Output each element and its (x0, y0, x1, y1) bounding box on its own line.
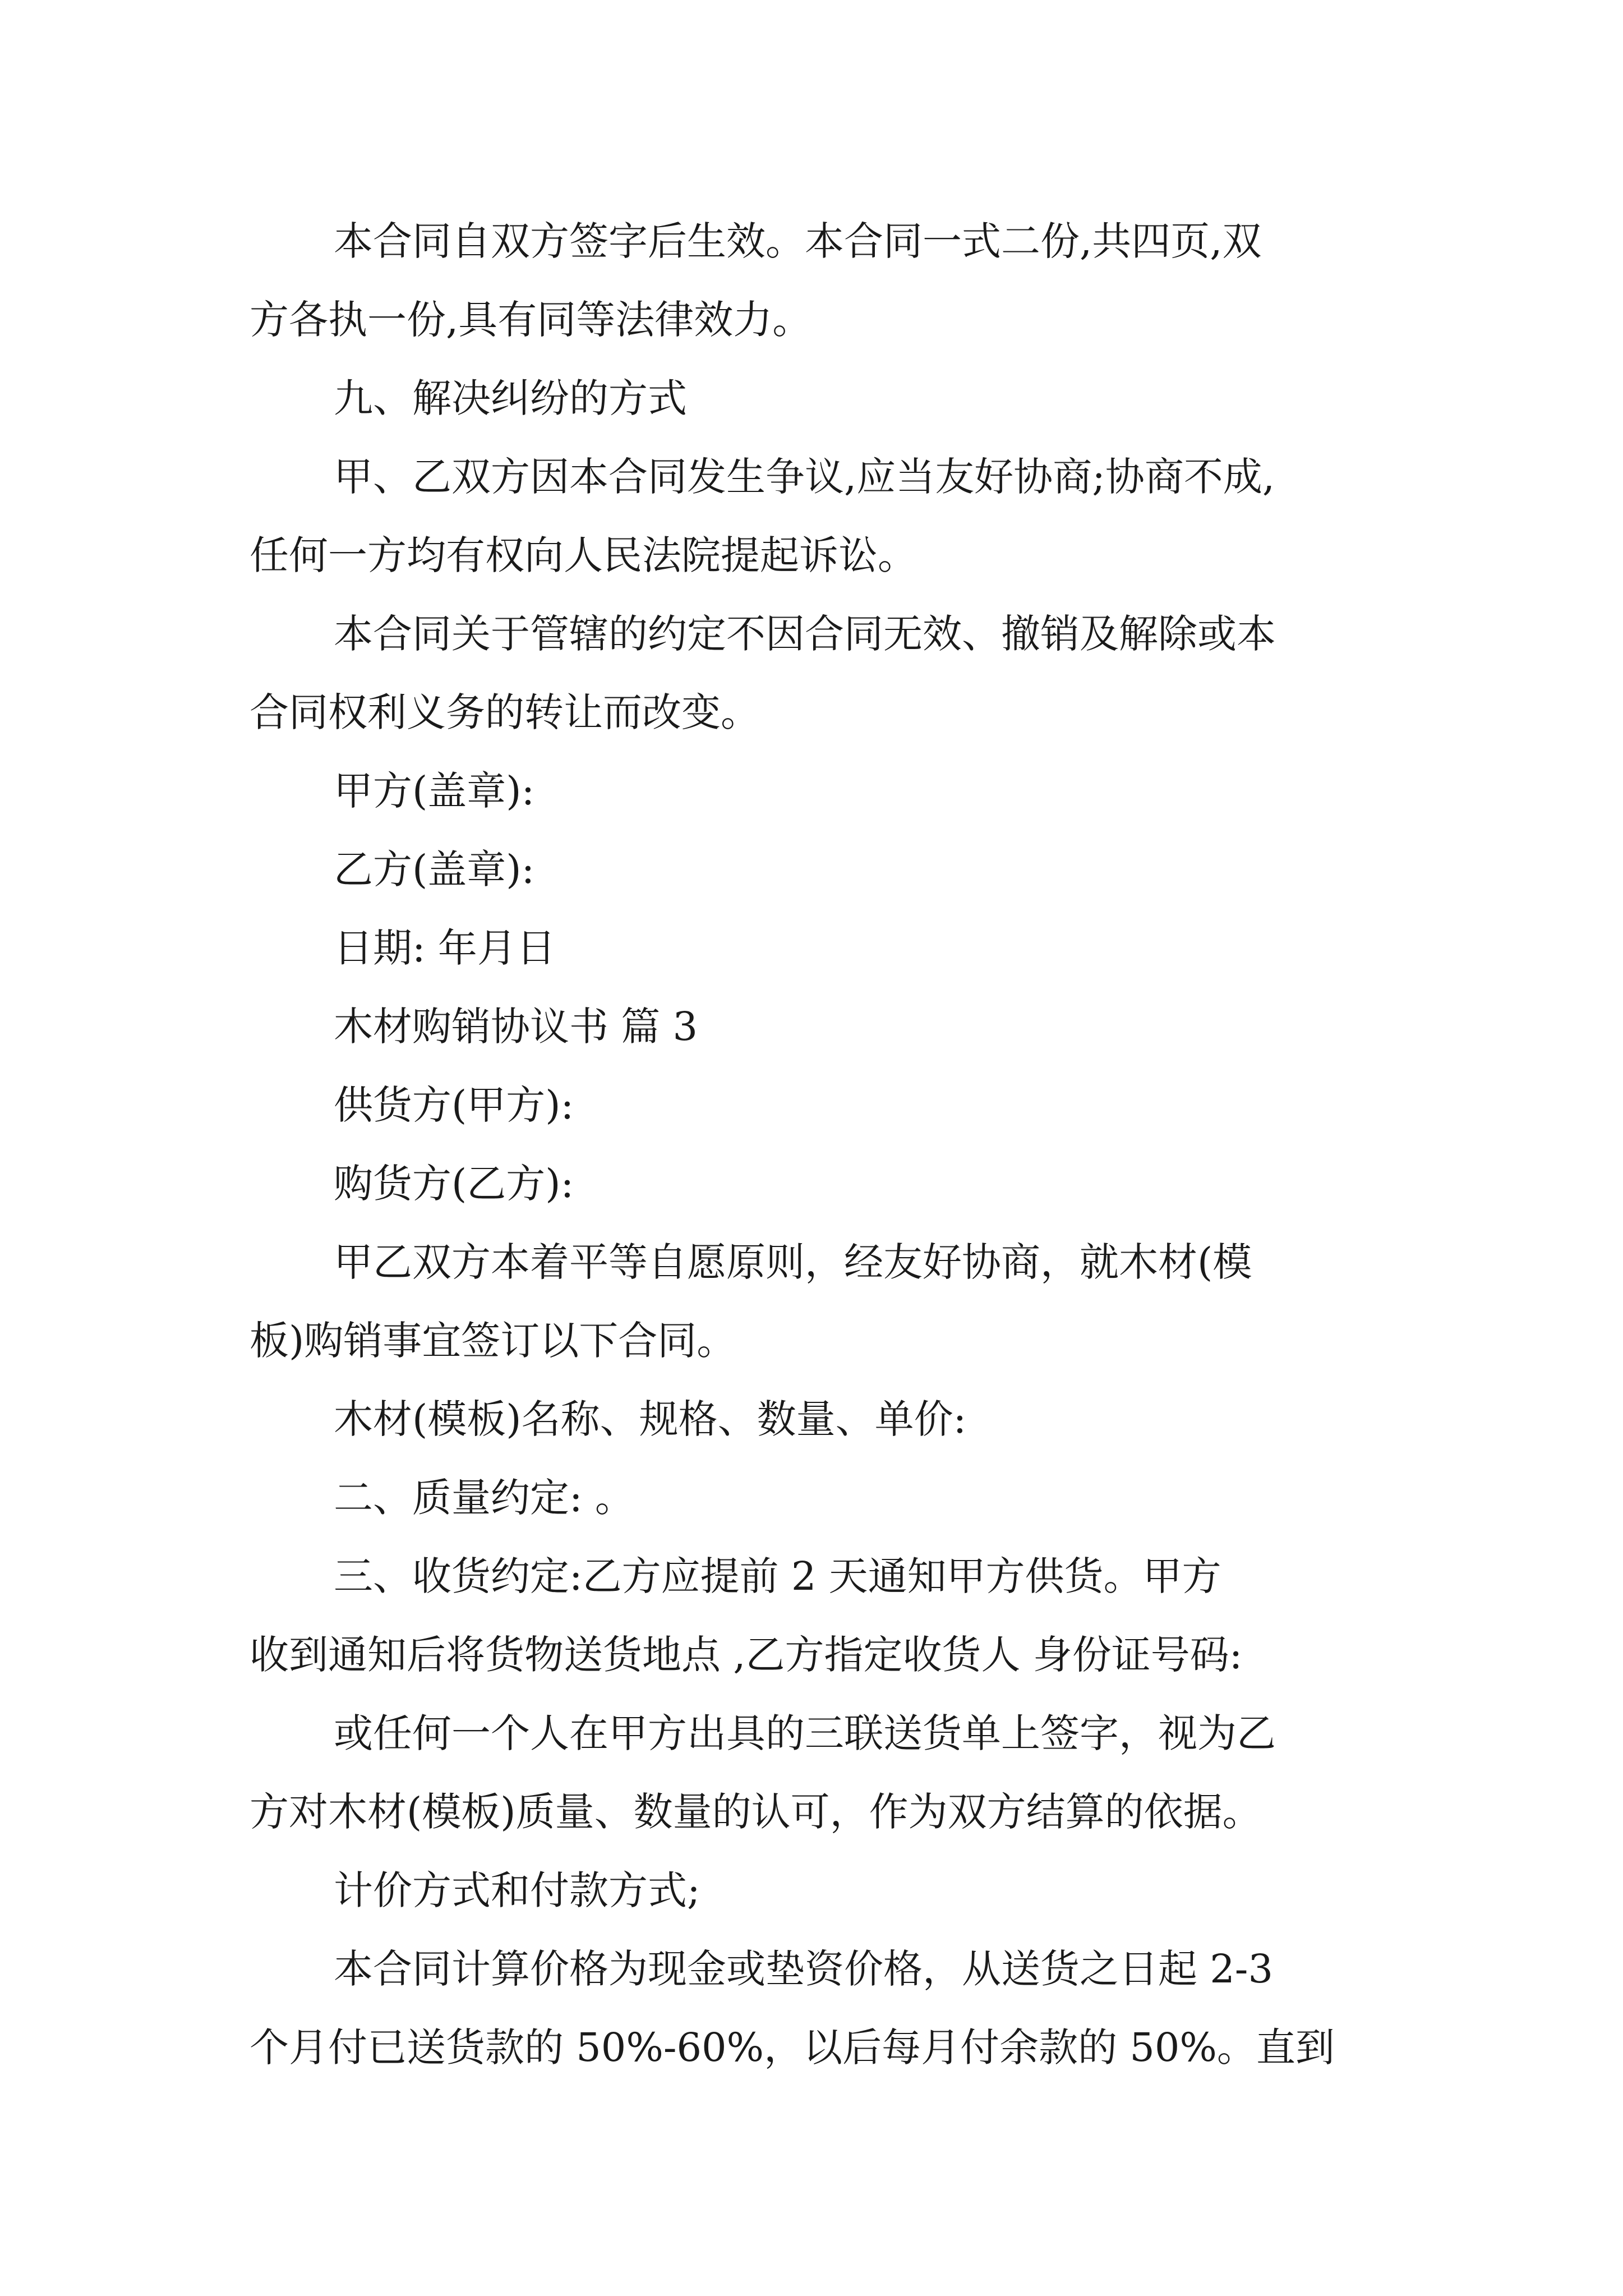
item-specifications (250, 1380, 1388, 1458)
text-line: 甲方(盖章): (334, 768, 535, 814)
text-line: 供货方(甲方): (334, 1082, 574, 1128)
text-line: 本合同自双方签字后生效。本合同一式二份,共四页,双 (334, 218, 1262, 264)
section-heading-dispute (250, 359, 1388, 438)
paragraph-jurisdiction (250, 595, 1388, 752)
text-line: 合同权利义务的转让而改变。 (250, 689, 760, 735)
quality-agreement (250, 1458, 1388, 1537)
paragraph-pricing (250, 1930, 1388, 2087)
text-line: 日期: 年月日 (334, 925, 556, 971)
text-line: 本合同关于管辖的约定不因合同无效、撤销及解除或本 (334, 611, 1276, 657)
text-line: 甲乙双方本着平等自愿原则，经友好协商，就木材(模 (334, 1239, 1252, 1285)
buyer-party (250, 1144, 1388, 1223)
text-line: 板)购销事宜签订以下合同。 (250, 1318, 736, 1364)
document-body (250, 202, 1388, 2087)
party-a-seal (250, 752, 1388, 830)
text-line: 木材购销协议书 篇 3 (334, 1004, 698, 1050)
text-line: 甲、乙双方因本合同发生争议,应当友好协商;协商不成, (334, 454, 1275, 500)
agreement-title (250, 987, 1388, 1066)
paragraph-dispute-resolution (250, 438, 1388, 595)
paragraph-effective-clause (250, 202, 1388, 359)
paragraph-delivery-signature (250, 1694, 1388, 1851)
text-line: 购货方(乙方): (334, 1161, 574, 1207)
text-line: 方各执一份,具有同等法律效力。 (250, 297, 812, 343)
text-line: 三、收货约定:乙方应提前 2 天通知甲方供货。甲方 (334, 1553, 1221, 1599)
text-line: 个月付已送货款的 50%-60%，以后每月付余款的 50%。直到 (250, 2024, 1335, 2070)
supplier-party (250, 1066, 1388, 1144)
text-line: 方对木材(模板)质量、数量的认可，作为双方结算的依据。 (250, 1789, 1262, 1835)
text-line: 收到通知后将货物送货地点 ,乙方指定收货人 身份证号码: (250, 1632, 1243, 1678)
text-line: 本合同计算价格为现金或垫资价格，从送货之日起 2-3 (334, 1946, 1273, 1992)
text-line: 计价方式和付款方式; (334, 1867, 700, 1913)
party-b-seal (250, 830, 1388, 909)
pricing-payment-heading (250, 1851, 1388, 1930)
text-line: 任何一方均有权向人民法院提起诉讼。 (250, 532, 917, 578)
paragraph-receipt-agreement (250, 1537, 1388, 1694)
text-line: 或任何一个人在甲方出具的三联送货单上签字，视为乙 (334, 1710, 1276, 1756)
text-line: 乙方(盖章): (334, 846, 535, 892)
signing-date (250, 909, 1388, 987)
text-line: 九、解决纠纷的方式 (334, 375, 687, 421)
text-line: 木材(模板)名称、规格、数量、单价: (334, 1396, 967, 1442)
text-line: 二、质量约定: 。 (334, 1475, 634, 1521)
paragraph-preamble (250, 1223, 1388, 1380)
